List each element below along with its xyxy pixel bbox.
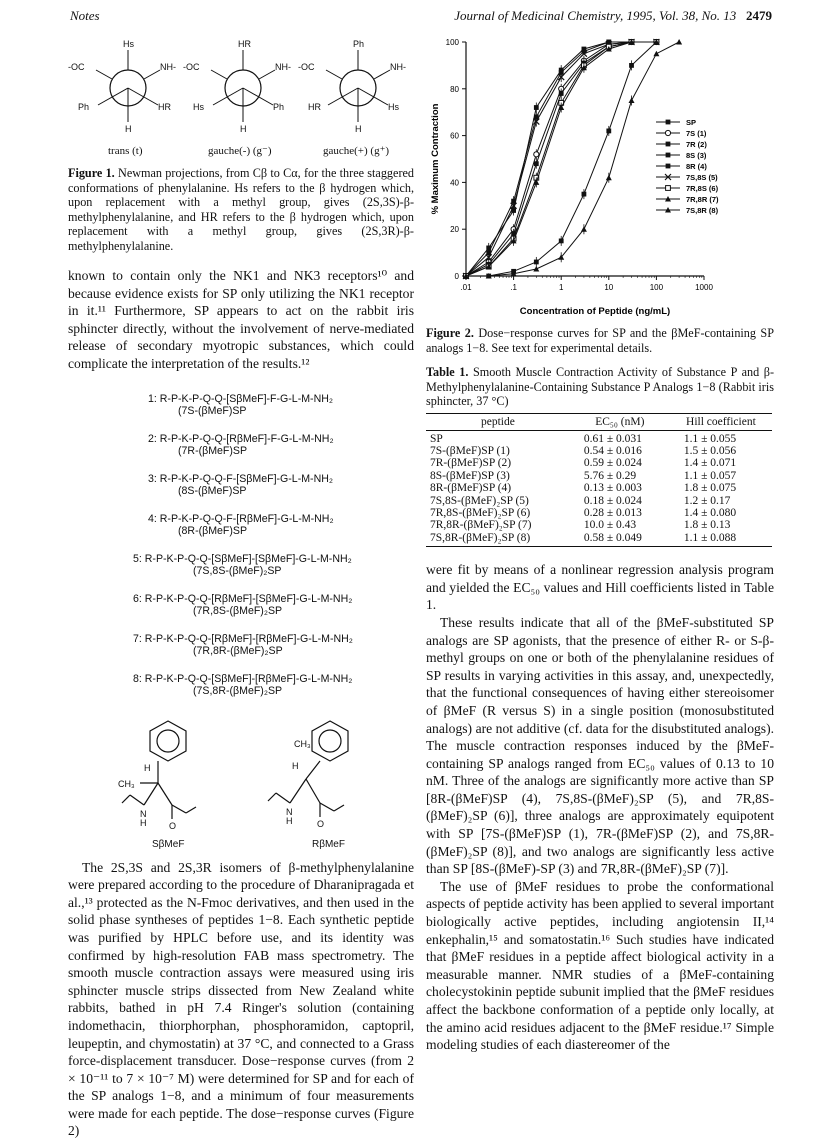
table1 bbox=[426, 413, 772, 548]
svg-text:Hs: Hs bbox=[193, 102, 204, 112]
sequence-formula: 6: R-P-K-P-Q-Q-[RβMeF]-[SβMeF]-G-L-M-NH₂ bbox=[133, 592, 353, 605]
table-cell: 0.54 ± 0.016 bbox=[583, 444, 642, 457]
sequence-name: (8S-(βMeF)SP bbox=[178, 484, 247, 497]
x-tick-label: .1 bbox=[510, 283, 517, 292]
left-paragraph-2: The 2S,3S and 2S,3R isomers of β-methylphenylalanine were prepared according to the procedure of Dharanipragada et al.,¹³ protected as the N-Fmoc derivatives, and then used in the solid phase syntheses of peptides 1−8. Each synthetic peptide was purified by HPLC before use, and its identity was confirmed by high-resolution FAB mass spectrometry. The smooth muscle contraction assays were measured using iris sphincter muscle strips dissected from New Zealand white rabbits, bathed in pH 7.4 Ringer's solution (containing indomethacin, thiorphorphan, phosphoramidon, captopril, leupeptin, and chymostatin) at 37 °C, and connected to a Grass force-displacement transducer. Dose−response curves (from 2 × 10⁻¹¹ to 7 × 10⁻⁷ M) were determined for SP and for each of the SP analogs 1−8, and a minimum of four measurements were made for each peptide. The dose−response curves (Figure 2) bbox=[68, 859, 414, 1139]
svg-text:Hs: Hs bbox=[123, 39, 134, 49]
data-point bbox=[559, 91, 564, 96]
sequence-list bbox=[68, 393, 414, 713]
data-point bbox=[606, 175, 612, 181]
sequence-formula: 3: R-P-K-P-Q-Q-F-[SβMeF]-G-L-M-NH₂ bbox=[148, 472, 333, 485]
right-column bbox=[426, 30, 774, 1054]
table-cell: 1.1 ± 0.055 bbox=[683, 432, 737, 445]
table-header-row bbox=[426, 413, 772, 430]
table-row bbox=[426, 495, 772, 507]
y-tick-label: 80 bbox=[450, 84, 459, 94]
svg-text:Ph: Ph bbox=[78, 102, 90, 112]
left-methods-text bbox=[68, 859, 414, 1140]
newman-projections bbox=[68, 30, 414, 160]
sequence-formula: 7: R-P-K-P-Q-Q-[RβMeF]-[RβMeF]-G-L-M-NH₂ bbox=[133, 632, 353, 645]
legend-label: 8R (4) bbox=[686, 162, 707, 171]
table-cell: 0.61 ± 0.031 bbox=[583, 432, 642, 445]
table1-title: Smooth Muscle Contraction Activity of Substance P and β-Methylphenylalanine-Containing Substance P Analogs 1−8 (Rabbit iris sphincter, 37 °C) bbox=[426, 365, 775, 408]
sequence-item bbox=[68, 593, 414, 633]
structures-svg bbox=[68, 713, 414, 853]
sequence-formula: 1: R-P-K-P-Q-Q-[SβMeF]-F-G-L-M-NH₂ bbox=[148, 392, 333, 405]
running-header-left: Notes bbox=[70, 8, 100, 23]
newman-gauche-minus bbox=[183, 39, 291, 134]
svg-text:H: H bbox=[144, 762, 151, 773]
newman-gauche-plus bbox=[298, 39, 406, 134]
left-paragraph-1: known to contain only the NK1 and NK3 receptors¹⁰ and because evidence exists for SP only utilizing the NK1 receptor in it.¹¹ Furthermore, SP appears to act on the rabbit iris sphincter directly, without the involvement of nerve-mediated release of secondary myotropic substances, which could complicate the interpretation of the results.¹² bbox=[68, 268, 414, 371]
y-tick-label: 40 bbox=[450, 178, 459, 188]
x-tick-label: 10 bbox=[604, 283, 614, 292]
table-row bbox=[426, 519, 772, 531]
journal-citation: Journal of Medicinal Chemistry, 1995, Vol. 38, No. 13 bbox=[454, 8, 737, 23]
running-header-right bbox=[454, 8, 772, 24]
svg-text:N: N bbox=[286, 806, 293, 817]
legend-marker bbox=[665, 130, 670, 135]
sequence-formula: 4: R-P-K-P-Q-Q-F-[RβMeF]-G-L-M-NH₂ bbox=[148, 512, 334, 525]
svg-text:-OC: -OC bbox=[298, 62, 315, 72]
table-cell: 1.4 ± 0.080 bbox=[683, 506, 737, 519]
data-point bbox=[606, 129, 611, 134]
table-cell: 1.1 ± 0.088 bbox=[670, 532, 772, 547]
table-row bbox=[426, 532, 772, 547]
data-point bbox=[534, 152, 539, 157]
data-point bbox=[582, 192, 587, 197]
table-row bbox=[426, 430, 772, 445]
legend-label: SP bbox=[686, 118, 697, 127]
table-cell: 1.4 ± 0.071 bbox=[683, 457, 737, 470]
svg-text:-OC: -OC bbox=[183, 62, 200, 72]
x-axis-label: Concentration of Peptide (ng/mL) bbox=[519, 306, 671, 317]
svg-text:CH₃: CH₃ bbox=[294, 738, 311, 749]
svg-text:HR: HR bbox=[158, 102, 171, 112]
svg-text:NH-: NH- bbox=[275, 62, 291, 72]
table-row bbox=[426, 457, 772, 469]
sequence-formula: 8: R-P-K-P-Q-Q-[SβMeF]-[RβMeF]-G-L-M-NH₂ bbox=[133, 672, 353, 685]
legend-label: 7R (2) bbox=[686, 140, 707, 149]
figure1-label: Figure 1. bbox=[68, 166, 115, 180]
data-point bbox=[533, 266, 539, 272]
newman-label-trans: trans (t) bbox=[108, 145, 143, 157]
table-cell: 0.58 ± 0.049 bbox=[570, 532, 670, 547]
table-cell: 0.18 ± 0.024 bbox=[583, 494, 642, 507]
sequence-name: (7R-(βMeF)SP bbox=[178, 444, 248, 457]
data-point bbox=[676, 39, 682, 45]
svg-text:H: H bbox=[240, 124, 247, 134]
legend-label: 7R,8R (7) bbox=[686, 195, 719, 204]
table-header: EC₅₀ (nM) bbox=[570, 413, 670, 430]
sequence-item bbox=[68, 473, 414, 513]
newman-label-gauche-minus: gauche(-) (g⁻) bbox=[208, 145, 272, 157]
figure1-caption bbox=[68, 166, 414, 253]
sequence-name: (7R,8R-(βMeF)₂SP bbox=[193, 644, 283, 657]
legend-label: 7R,8S (6) bbox=[686, 184, 719, 193]
table-cell: 1.2 ± 0.17 bbox=[683, 494, 731, 507]
sequence-item bbox=[68, 433, 414, 473]
figure1-text: Newman projections, from Cβ to Cα, for the three staggered conformations of phenylalanine. Hs refers to the β hydrogen which, upon replacement with a methyl group, gives (2S,3S)-β-methylphenylalanine, and HR refers to the β hydrogen which, upon replacement with a methyl group, gives (2S,3R)-β-methylphenylalanine. bbox=[68, 166, 414, 253]
legend-label: 7S,8S (5) bbox=[686, 173, 718, 182]
data-point bbox=[534, 105, 539, 110]
x-tick-label: .01 bbox=[460, 283, 472, 292]
data-point bbox=[534, 260, 539, 265]
newman-label-gauche-plus: gauche(+) (g⁺) bbox=[323, 145, 390, 157]
svg-text:Ph: Ph bbox=[273, 102, 285, 112]
svg-text:O: O bbox=[169, 820, 177, 831]
right-paragraph-1: were fit by means of a nonlinear regression analysis program and yielded the EC₅₀ values and Hill coefficients listed in Table 1. bbox=[426, 562, 774, 613]
y-tick-label: 100 bbox=[445, 38, 459, 47]
right-results-text bbox=[426, 561, 774, 1054]
table-cell: 0.13 ± 0.003 bbox=[583, 482, 642, 495]
figure2-label: Figure 2. bbox=[426, 326, 474, 340]
page-number: 2479 bbox=[746, 8, 772, 23]
y-tick-label: 20 bbox=[450, 225, 459, 235]
x-tick-label: 100 bbox=[649, 283, 664, 292]
table-cell: 7R,8S-(βMeF)₂SP (6) bbox=[430, 506, 531, 519]
y-tick-label: 0 bbox=[454, 272, 459, 281]
table-cell: 7R,8R-(βMeF)₂SP (7) bbox=[430, 519, 532, 532]
sequence-formula: 2: R-P-K-P-Q-Q-[RβMeF]-F-G-L-M-NH₂ bbox=[148, 432, 334, 445]
table-cell: 0.28 ± 0.013 bbox=[583, 506, 642, 519]
sequence-item bbox=[68, 633, 414, 673]
right-paragraph-3: The use of βMeF residues to probe the conformational aspects of peptide activity has been applied to several important biologically active peptides, including angiotensin II,¹⁴ enkephalin,¹⁵ and somatostatin.¹⁶ Such studies have indicated that βMeF residues in a peptide affect biological activity in a measurable manner. NMR studies of a βMeF-containing cholecystokinin peptide subunit implied that the βMeF residues affect the backbone conformation of a peptide only locally, at the amino acid residues adjacent to the βMeF residue.¹⁷ Simple modeling studies of each diastereomer of the bbox=[426, 878, 774, 1053]
sequence-item bbox=[68, 393, 414, 433]
sequence-name: (7R,8S-(βMeF)₂SP bbox=[193, 604, 283, 617]
table-row bbox=[426, 470, 772, 482]
data-point bbox=[653, 51, 659, 57]
svg-text:H: H bbox=[355, 124, 362, 134]
right-paragraph-2: These results indicate that all of the βMeF-substituted SP analogs are SP agonists, that the presence of either R- or S-β-methyl groups on one or both of the phenylalanine residues of SP results in varying activities in this assay, and, unexpectedly, that the functional consequences of having either stereoisomer of βMeF (R versus S) in a single position (monosubstituted analogs) are not additive (cf. data for the disubstituted analogs). The muscle contraction responses induced by the βMeF-containing SP analogs ranged from EC₅₀ values of 0.13 to 10 nM. Three of the analogs are significantly more active than SP [8R-(βMeF)SP (4), 7S,8S-(βMeF)₂SP (5), and 7R,8S-(βMeF)₂SP (6)], three analogs are approximately equipotent with SP [7S-(βMeF)SP (1), 7R-(βMeF)SP (2), and 7S,8R-(βMeF)₂SP (8)], and two analogs are significantly less active than SP [8S-(βMeF)-SP (3) and 7R,8R-(βMeF)₂SP (7)]. bbox=[426, 614, 774, 877]
legend-marker bbox=[666, 164, 671, 169]
sequence-name: (7S,8R-(βMeF)₂SP bbox=[193, 684, 283, 697]
table-cell: 8S-(βMeF)SP (3) bbox=[430, 469, 510, 482]
svg-text:N: N bbox=[140, 808, 147, 819]
svg-text:H: H bbox=[140, 817, 147, 828]
table-cell: 1.8 ± 0.075 bbox=[683, 482, 737, 495]
sequence-item bbox=[68, 553, 414, 593]
x-tick-label: 1000 bbox=[695, 283, 713, 292]
table1-caption bbox=[426, 365, 774, 409]
svg-text:H: H bbox=[292, 760, 299, 771]
svg-text:HR: HR bbox=[308, 102, 321, 112]
legend-marker bbox=[666, 120, 671, 125]
legend-marker bbox=[666, 142, 671, 147]
data-point bbox=[629, 63, 634, 68]
svg-text:Hs: Hs bbox=[388, 102, 399, 112]
sequence-formula: 5: R-P-K-P-Q-Q-[SβMeF]-[SβMeF]-G-L-M-NH₂ bbox=[133, 552, 352, 565]
sequence-item bbox=[68, 673, 414, 713]
sequence-name: (8R-(βMeF)SP bbox=[178, 524, 248, 537]
left-column bbox=[68, 30, 414, 1140]
beta-mef-structures bbox=[68, 713, 414, 853]
data-point bbox=[629, 98, 635, 104]
svg-text:NH-: NH- bbox=[390, 62, 406, 72]
table-cell: 1.1 ± 0.057 bbox=[683, 469, 737, 482]
newman-trans bbox=[68, 39, 176, 134]
legend-marker bbox=[666, 186, 671, 191]
table-cell: 7R-(βMeF)SP (2) bbox=[430, 457, 512, 470]
svg-text:HR: HR bbox=[238, 39, 251, 49]
legend-label: 7S,8R (8) bbox=[686, 206, 719, 215]
table-header: peptide bbox=[426, 413, 570, 430]
data-point bbox=[534, 161, 539, 166]
data-point bbox=[559, 239, 564, 244]
table-cell: 10.0 ± 0.43 bbox=[583, 519, 637, 532]
newman-projections-svg bbox=[68, 30, 414, 160]
table-cell: 7S,8R-(βMeF)₂SP (8) bbox=[426, 532, 570, 547]
r-structure-label: RβMeF bbox=[312, 838, 345, 850]
y-axis-label: % Maximum Contraction bbox=[430, 103, 441, 215]
legend-label: 8S (3) bbox=[686, 151, 707, 160]
svg-text:CH₃: CH₃ bbox=[118, 778, 135, 789]
table-header: Hill coefficient bbox=[670, 413, 772, 430]
table-cell: 1.5 ± 0.056 bbox=[683, 444, 737, 457]
x-tick-label: 1 bbox=[558, 283, 564, 292]
figure2-caption bbox=[426, 326, 774, 355]
legend-marker bbox=[666, 153, 671, 158]
y-tick-label: 60 bbox=[450, 131, 459, 141]
legend-label: 7S (1) bbox=[686, 129, 707, 138]
table-cell: SP bbox=[430, 432, 443, 445]
table-row bbox=[426, 482, 772, 494]
series-line bbox=[489, 42, 679, 276]
s-structure-label: SβMeF bbox=[152, 838, 185, 850]
figure2-chart bbox=[426, 30, 774, 320]
s-beta-mef-structure bbox=[118, 721, 196, 831]
table-cell: 8R-(βMeF)SP (4) bbox=[430, 482, 512, 495]
left-intro-text bbox=[68, 267, 414, 373]
sequence-item bbox=[68, 513, 414, 553]
svg-text:H: H bbox=[125, 124, 132, 134]
svg-text:Ph: Ph bbox=[353, 39, 365, 49]
r-beta-mef-structure bbox=[268, 721, 348, 829]
table-cell: 7S,8S-(βMeF)₂SP (5) bbox=[430, 494, 529, 507]
sequence-name: (7S,8S-(βMeF)₂SP bbox=[193, 564, 282, 577]
table-row bbox=[426, 507, 772, 519]
table-cell: 0.59 ± 0.024 bbox=[583, 457, 642, 470]
table-cell: 7S-(βMeF)SP (1) bbox=[430, 444, 510, 457]
table-cell: 5.76 ± 0.29 bbox=[583, 469, 637, 482]
table-cell: 1.8 ± 0.13 bbox=[683, 519, 731, 532]
data-point bbox=[581, 226, 587, 232]
table1-label: Table 1. bbox=[426, 365, 469, 379]
sequence-name: (7S-(βMeF)SP bbox=[178, 404, 247, 417]
svg-text:NH-: NH- bbox=[160, 62, 176, 72]
svg-text:O: O bbox=[317, 818, 325, 829]
svg-text:-OC: -OC bbox=[68, 62, 85, 72]
svg-text:H: H bbox=[286, 815, 293, 826]
dose-response-chart bbox=[426, 30, 774, 320]
figure2-text: Dose−response curves for SP and the βMeF-containing SP analogs 1−8. See text for experimental details. bbox=[426, 326, 774, 355]
table-row bbox=[426, 445, 772, 457]
